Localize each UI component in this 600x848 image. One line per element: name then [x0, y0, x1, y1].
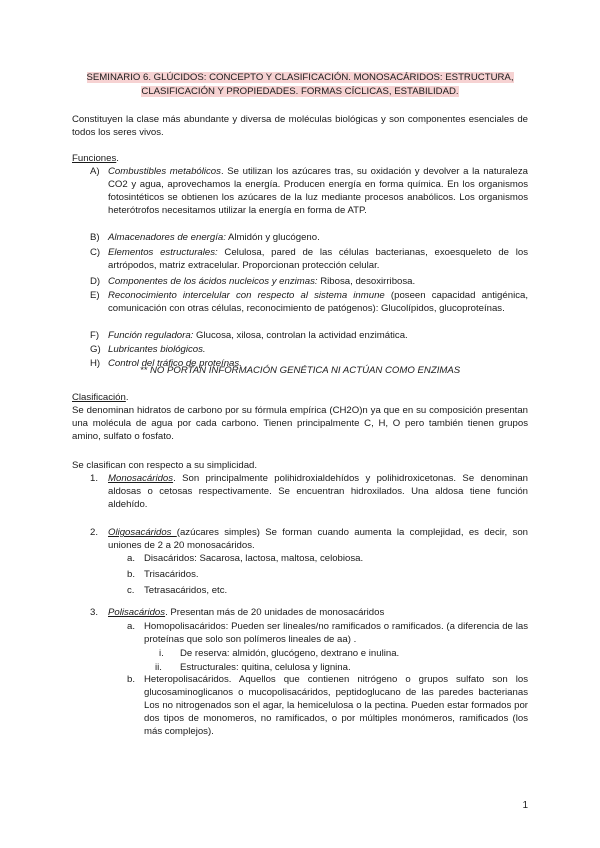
list-item: a. Disacáridos: Sacarosa, lactosa, maltosa, celobiosa. [127, 553, 364, 564]
list-item: B) Almacenadores de energía: Almidón y glucógeno. [90, 232, 320, 243]
page-number: 1 [522, 800, 528, 811]
list-item: E) Reconocimiento intercelular con respecto al sistema inmune (poseen capacidad antigénica, comunicación con otras células, reconocimiento de patógenos): Glucolípidos, glucoproteínas. [90, 290, 528, 314]
homo-sublist [155, 647, 528, 675]
list-item: H) Control del tráfico de proteínas. [90, 358, 242, 369]
list-item: C) Elementos estructurales: Celulosa, pared de las células bacterianas, exoesqueleto de los artrópodos, matriz extracelular. Proporcionan protección celular. [90, 247, 528, 271]
page-title [72, 71, 528, 99]
clasificacion-heading: Clasificación. [72, 392, 129, 403]
funciones-list [90, 165, 528, 370]
list-item: ii. Estructurales: quitina, celulosa y lignina. [155, 662, 351, 673]
list-item: A) Combustibles metabólicos. Se utilizan los azúcares tras, su oxidación y devolver a la naturaleza CO2 y agua, aprovechamos la energía. Producen energía en forma química. En los organismos fotosintéticos se obtienen los azúcares de la luz mediante procesos anabólicos. Los organismos heterótrofos necesitamos utilizar la energía en forma de ATP. [90, 166, 528, 216]
list-item: G) Lubricantes biológicos. [90, 344, 206, 355]
intro-paragraph: Constituyen la clase más abundante y diversa de moléculas biológicas y son componentes esenciales de todos los seres vivos. [72, 114, 528, 138]
homo-item: a. Homopolisacáridos: Pueden ser lineales/no ramificados o ramificados. (a diferencia de las proteínas que solo son polímeros lineales de aa) . [127, 621, 528, 645]
clasificacion-paragraph: Se denominan hidratos de carbono por su fórmula empírica (CH2O)n ya que en su composición presentan una molécula de agua por cada carbono. Tienen principalmente C, H, O pero también tienen grupos amino, sulfato o fosfato. [72, 405, 528, 442]
list-item: b. Trisacáridos. [127, 569, 199, 580]
simplicity-paragraph: Se clasifican con respecto a su simplicidad. [72, 460, 258, 471]
oligo-sublist [127, 552, 528, 600]
hetero-item: b. Heteropolisacáridos. Aquellos que contienen nitrógeno o grupos sulfato son los glucosaminoglicanos o mucopolisacáridos, peptidoglucano de las paredes bacterianas Los no nitrogenados son el agar, la hemicelulosa o la pectina. Pueden estar formados por dos tipos de monomeros, no ramificados, o por múltiples monómeros, ramificados (los más complejos). [127, 674, 528, 737]
title-line-2: CLASIFICACIÓN Y PROPIEDADES. FORMAS CÍCLICAS, ESTABILIDAD. [141, 86, 459, 97]
title-line-1: SEMINARIO 6. GLÚCIDOS: CONCEPTO Y CLASIFICACIÓN. MONOSACÁRIDOS: ESTRUCTURA, [86, 72, 514, 83]
list-item: F) Función reguladora: Glucosa, xilosa, controlan la actividad enzimática. [90, 330, 408, 341]
list-item: D) Componentes de los ácidos nucleicos y enzimas: Ribosa, desoxirribosa. [90, 276, 416, 287]
note-line: ** NO PORTAN INFORMACIÓN GENÉTICA NI ACTÚAN COMO ENZIMAS [139, 365, 461, 376]
list-item: c. Tetrasacáridos, etc. [127, 585, 228, 596]
funciones-heading: Funciones. [72, 153, 119, 164]
poli-item: 3. Polisacáridos. Presentan más de 20 unidades de monosacáridos [90, 607, 385, 618]
oligo-item: 2. Oligosacáridos (azúcares simples) Se forman cuando aumenta la complejidad, es decir, son uniones de 2 a 20 monosacáridos. [90, 527, 528, 551]
list-item: i. De reserva: almidón, glucógeno, dextrano e inulina. [159, 648, 400, 659]
mono-item: 1. Monosacáridos. Son principalmente polihidroxialdehídos y polihidroxicetonas. Se denominan aldosas o cetosas respectivamente. Se encuentran hidroxilados. Una aldosa tiene función aldehído. [90, 473, 528, 510]
